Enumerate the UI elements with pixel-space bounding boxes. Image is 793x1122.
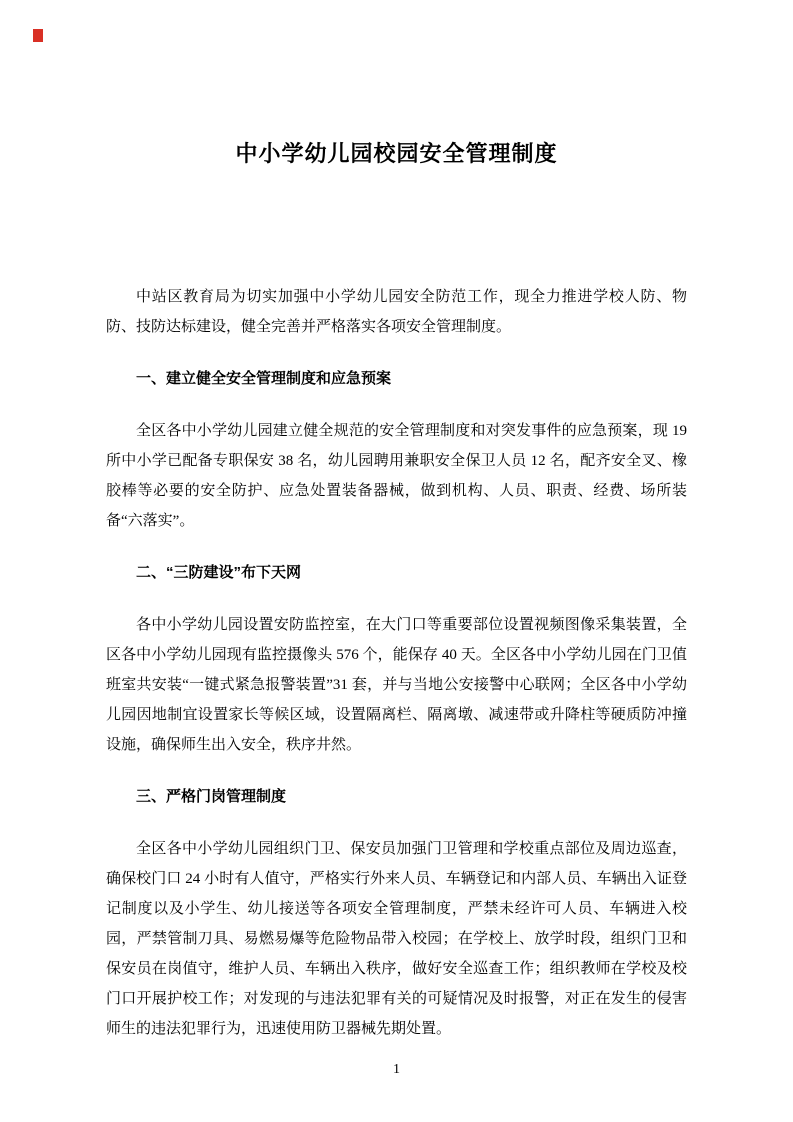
section-heading-1: 一、建立健全安全管理制度和应急预案: [136, 370, 392, 387]
document-title: 中小学幼儿园校园安全管理制度: [235, 141, 558, 166]
section-paragraph-3: 全区各中小学幼儿园组织门卫、保安员加强门卫管理和学校重点部位及周边巡查，确保校门口 24 小时有人值守，严格实行外来人员、车辆登记和内部人员、车辆出入证登记制度以及小学生、幼儿接送等各项安全管理制度，严禁未经许可人员、车辆进入校园，严禁管制刀具、易燃易爆等危险物品带入校园；在学校上、放学时段，组织门卫和保安员在岗值守，维护人员、车辆出入秩序，做好安全巡查工作；组织教师在学校及校门口开展护校工作；对发现的与违法犯罪有关的可疑情况及时报警，对正在发生的侵害师生的违法犯罪行为，迅速使用防卫器械先期处置。: [106, 841, 687, 1037]
red-corner-mark: [33, 29, 43, 42]
intro-paragraph: 中站区教育局为切实加强中小学幼儿园安全防范工作，现全力推进学校人防、物防、技防达标建设，健全完善并严格落实各项安全管理制度。: [106, 289, 687, 335]
section-heading-3: 三、严格门岗管理制度: [136, 788, 287, 805]
section-paragraph-1: 全区各中小学幼儿园建立健全规范的安全管理制度和对突发事件的应急预案，现 19 所中小学已配备专职保安 38 名，幼儿园聘用兼职安全保卫人员 12 名，配齐安全叉、橡胶棒等必要的安全防护、应急处置装备器械，做到机构、人员、职责、经费、场所装备“六落实”。: [106, 423, 687, 529]
section-heading-2: 二、“三防建设”布下天网: [136, 564, 302, 581]
page-footer: [0, 1060, 793, 1080]
page-number: 1: [393, 1062, 400, 1077]
section-paragraph-2: 各中小学幼儿园设置安防监控室，在大门口等重要部位设置视频图像采集装置，全区各中小学幼儿园现有监控摄像头 576 个，能保存 40 天。全区各中小学幼儿园在门卫值班室共安装“一键式紧急报警装置”31 套，并与当地公安接警中心联网；全区各中小学幼儿园因地制宜设置家长等候区域，设置隔离栏、隔离墩、减速带或升降柱等硬质防冲撞设施，确保师生出入安全，秩序井然。: [106, 617, 687, 753]
